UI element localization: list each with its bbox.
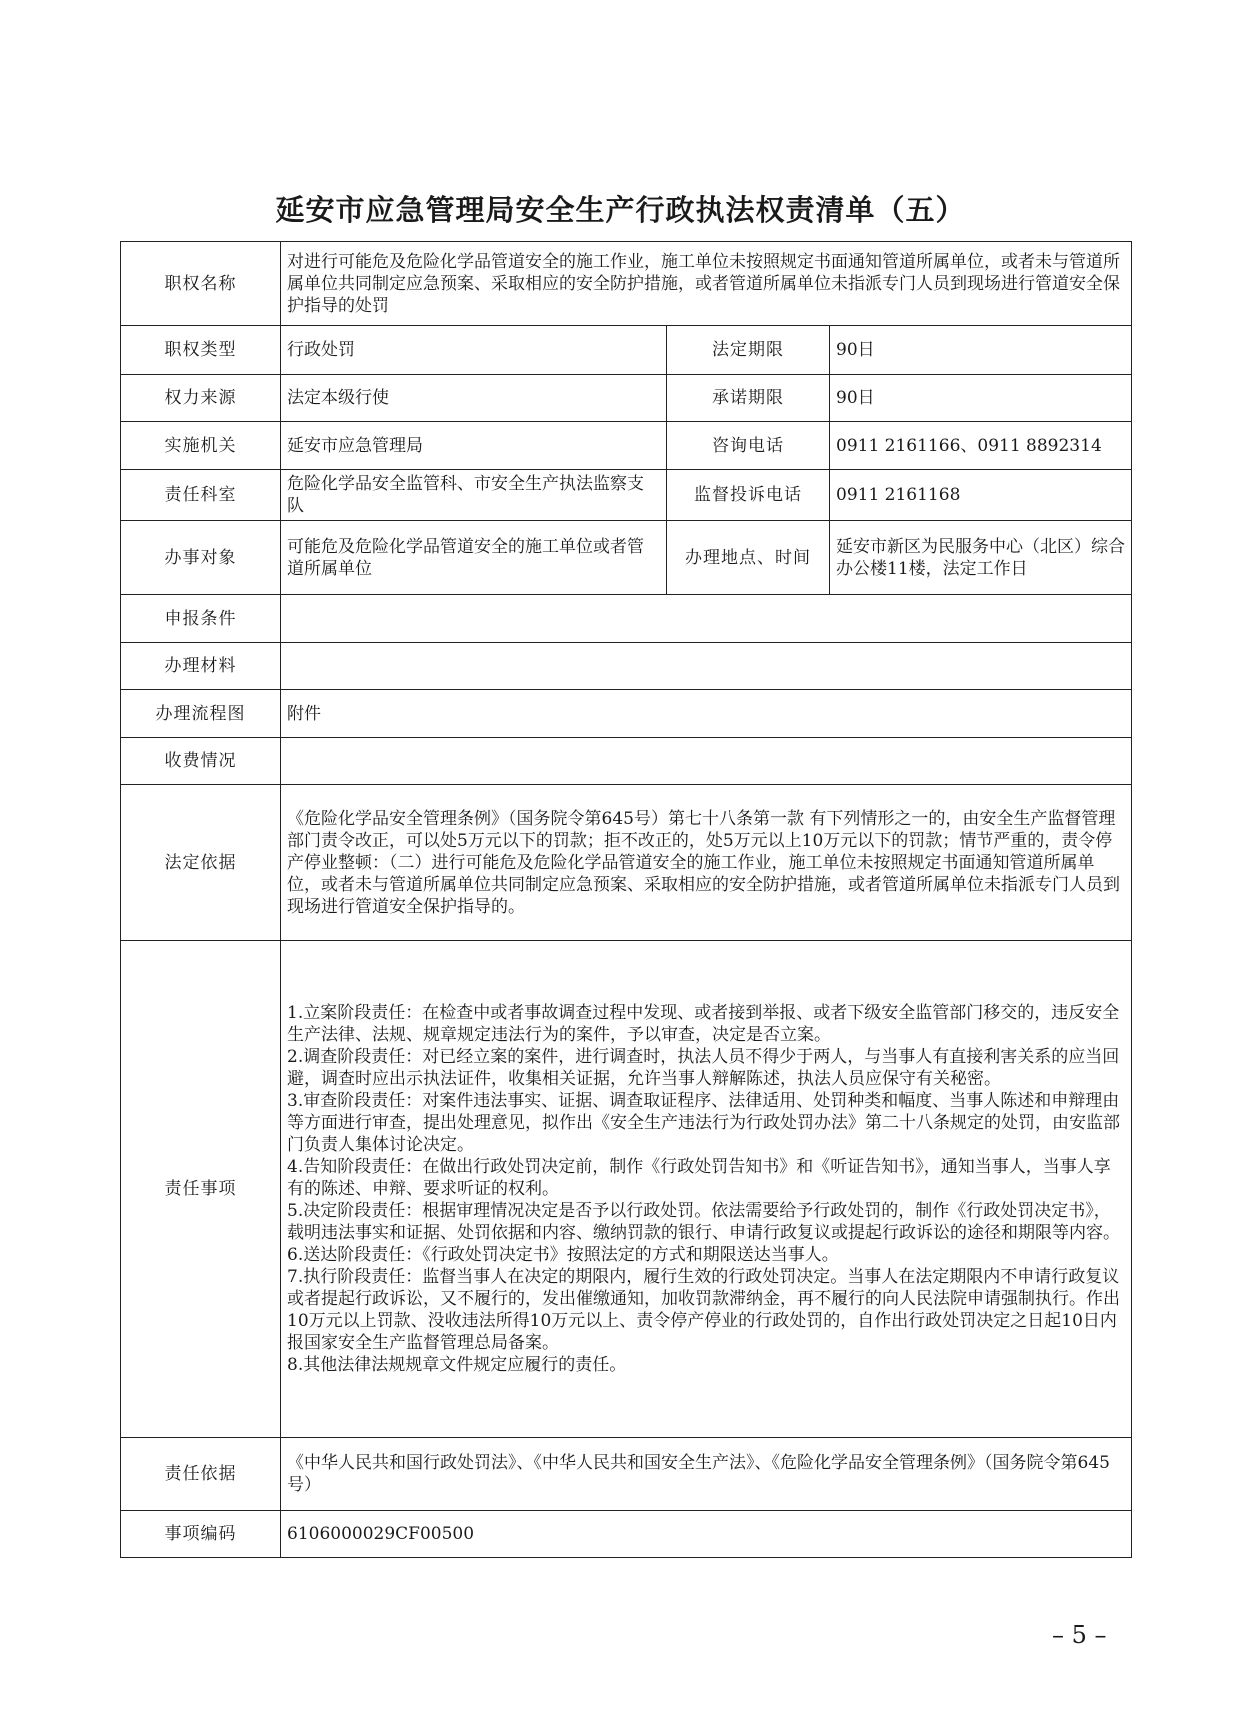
row-duty-basis — [121, 1438, 1132, 1511]
materials-label: 办理材料 — [121, 643, 281, 690]
row-conditions — [121, 595, 1132, 643]
materials-value — [281, 643, 1132, 690]
page-number: – 5 – — [1052, 1621, 1107, 1649]
row-power-type — [121, 326, 1132, 375]
duty-basis-value: 《中华人民共和国行政处罚法》、《中华人民共和国安全生产法》、《危险化学品安全管理条例》（国务院令第645号） — [281, 1438, 1132, 1511]
complaint-phone-value: 0911 2161168 — [830, 470, 1132, 521]
power-source-value: 法定本级行使 — [281, 375, 667, 422]
dept-label: 责任科室 — [121, 470, 281, 521]
duty-item-7: 7.执行阶段责任：监督当事人在决定的期限内，履行生效的行政处罚决定。当事人在法定期限内不申请行政复议或者提起行政诉讼，又不履行的，发出催缴通知，加收罚款滞纳金，再不履行的向人民法院申请强制执行。作出10万元以上罚款、没收违法所得10万元以上、责令停产停业的行政处罚的，自作出行政处罚决定之日起10日内报国家安全生产监督管理总局备案。 — [287, 1267, 1120, 1353]
dept-value: 危险化学品安全监管科、市安全生产执法监察支队 — [281, 470, 667, 521]
duty-item-5: 5.决定阶段责任：根据审理情况决定是否予以行政处罚。依法需要给予行政处罚的，制作《行政处罚决定书》，载明违法事实和证据、处罚依据和内容、缴纳罚款的银行、申请行政复议或提起行政诉讼的途径和期限等内容。 — [287, 1201, 1120, 1243]
flowchart-label: 办理流程图 — [121, 690, 281, 738]
duty-item-8: 8.其他法律法规规章文件规定应履行的责任。 — [287, 1355, 627, 1375]
duties-label: 责任事项 — [121, 941, 281, 1438]
flowchart-value: 附件 — [281, 690, 1132, 738]
row-materials — [121, 643, 1132, 690]
row-power-name — [121, 242, 1132, 326]
consult-phone-value: 0911 2161166、0911 8892314 — [830, 422, 1132, 470]
target-label: 办事对象 — [121, 521, 281, 595]
location-time-value: 延安市新区为民服务中心（北区）综合办公楼11楼，法定工作日 — [830, 521, 1132, 595]
consult-phone-label: 咨询电话 — [667, 422, 830, 470]
row-agency — [121, 422, 1132, 470]
duty-item-4: 4.告知阶段责任：在做出行政处罚决定前，制作《行政处罚告知书》和《听证告知书》，通知当事人，当事人享有的陈述、申辩、要求听证的权利。 — [287, 1157, 1111, 1199]
row-flowchart — [121, 690, 1132, 738]
item-code-label: 事项编码 — [121, 1511, 281, 1558]
duty-item-1: 1.立案阶段责任：在检查中或者事故调查过程中发现、或者接到举报、或者下级安全监管部门移交的，违反安全生产法律、法规、规章规定违法行为的案件，予以审查，决定是否立案。 — [287, 1003, 1120, 1045]
legal-basis-value: 《危险化学品安全管理条例》（国务院令第645号）第七十八条第一款 有下列情形之一的，由安全生产监督管理部门责令改正，可以处5万元以下的罚款；拒不改正的，处5万元以上10万元以下的罚款；情节严重的，责令停产停业整顿：（二）进行可能危及危险化学品管道安全的施工作业，施工单位未按照规定书面通知管道所属单位，或者未与管道所属单位共同制定应急预案、采取相应的安全防护措施，或者管道所属单位未指派专门人员到现场进行管道安全保护指导的。 — [281, 785, 1132, 941]
fees-label: 收费情况 — [121, 738, 281, 785]
row-target — [121, 521, 1132, 595]
row-fees — [121, 738, 1132, 785]
row-legal-basis — [121, 785, 1132, 941]
target-value: 可能危及危险化学品管道安全的施工单位或者管道所属单位 — [281, 521, 667, 595]
power-name-label: 职权名称 — [121, 242, 281, 326]
agency-value: 延安市应急管理局 — [281, 422, 667, 470]
authority-table — [120, 241, 1132, 1558]
row-power-source — [121, 375, 1132, 422]
power-type-label: 职权类型 — [121, 326, 281, 375]
row-duties — [121, 941, 1132, 1438]
duty-item-6: 6.送达阶段责任：《行政处罚决定书》按照法定的方式和期限送达当事人。 — [287, 1245, 839, 1265]
agency-label: 实施机关 — [121, 422, 281, 470]
fees-value — [281, 738, 1132, 785]
promised-deadline-value: 90日 — [830, 375, 1132, 422]
duties-value — [281, 941, 1132, 1438]
page-title: 延安市应急管理局安全生产行政执法权责清单（五） — [275, 193, 966, 227]
power-type-value: 行政处罚 — [281, 326, 667, 375]
duty-basis-label: 责任依据 — [121, 1438, 281, 1511]
power-name-value: 对进行可能危及危险化学品管道安全的施工作业，施工单位未按照规定书面通知管道所属单位，或者未与管道所属单位共同制定应急预案、采取相应的安全防护措施，或者管道所属单位未指派专门人员到现场进行管道安全保护指导的处罚 — [281, 242, 1132, 326]
legal-deadline-value: 90日 — [830, 326, 1132, 375]
row-dept — [121, 470, 1132, 521]
location-time-label: 办理地点、时间 — [667, 521, 830, 595]
item-code-value: 6106000029CF00500 — [281, 1511, 1132, 1558]
legal-basis-label: 法定依据 — [121, 785, 281, 941]
legal-deadline-label: 法定期限 — [667, 326, 830, 375]
duty-item-3: 3.审查阶段责任：对案件违法事实、证据、调查取证程序、法律适用、处罚种类和幅度、当事人陈述和申辩理由等方面进行审查，提出处理意见，拟作出《安全生产违法行为行政处罚办法》第二十八条规定的处罚，由安监部门负责人集体讨论决定。 — [287, 1091, 1120, 1155]
power-source-label: 权力来源 — [121, 375, 281, 422]
duty-item-2: 2.调查阶段责任：对已经立案的案件，进行调查时，执法人员不得少于两人，与当事人有直接利害关系的应当回避，调查时应出示执法证件，收集相关证据，允许当事人辩解陈述，执法人员应保守有关秘密。 — [287, 1047, 1120, 1089]
row-item-code — [121, 1511, 1132, 1558]
conditions-label: 申报条件 — [121, 595, 281, 643]
promised-deadline-label: 承诺期限 — [667, 375, 830, 422]
complaint-phone-label: 监督投诉电话 — [667, 470, 830, 521]
conditions-value — [281, 595, 1132, 643]
